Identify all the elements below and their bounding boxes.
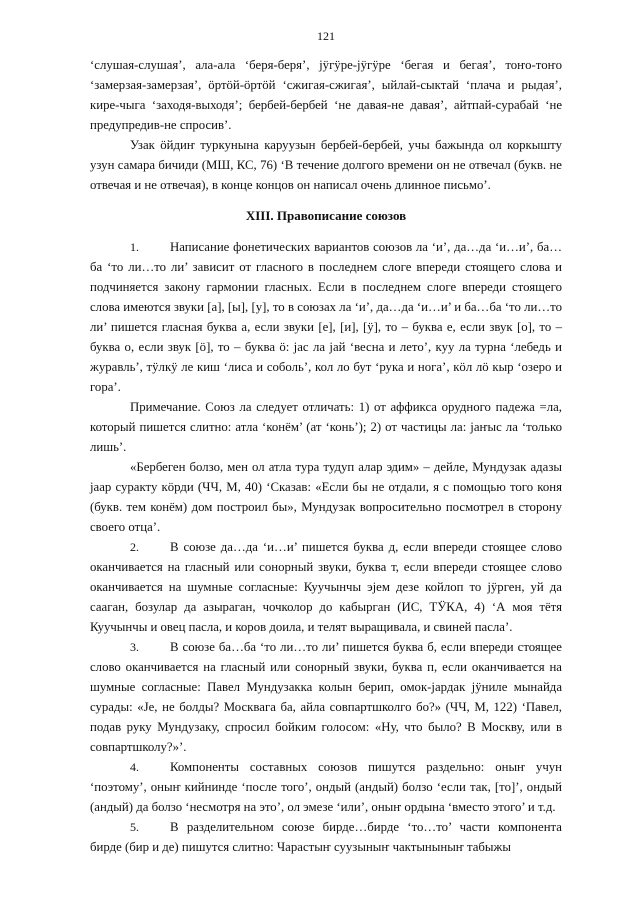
rule-item-1 xyxy=(90,237,562,397)
rule-text: Компоненты составных союзов пишутся раздельно: оныҥ учун ‘поэтому’, оныҥ кийнинде ‘после того’, ондый (андый) болзо ‘если так, [то]’, ондый (андый) да болзо ‘несмотря на это’, ол эмезе ‘или’, оныҥ ордына ‘вместо этого’ и т.д. xyxy=(90,760,562,814)
document-page xyxy=(90,26,562,857)
rules-list xyxy=(90,237,562,857)
rule-text: Примечание. Союз ла следует отличать: 1) от аффикса орудного падежа =ла, который пишется слитно: атла ‘конём’ (ат ‘конь’); 2) от частицы ла: јаҥыс ла ‘только лишь’. xyxy=(90,400,562,454)
rule-number: 2. xyxy=(130,540,139,554)
rule-number: 1. xyxy=(130,240,139,254)
rule-note xyxy=(90,397,562,457)
page-number: 121 xyxy=(317,29,335,43)
rule-number: 4. xyxy=(130,760,139,774)
rule-example xyxy=(90,457,562,537)
rule-item-5 xyxy=(90,817,562,857)
rule-item-3 xyxy=(90,637,562,757)
rule-text: В разделительном союзе бирде…бирде ‘то…то’ части компонента бирде (бир и де) пишутся слитно: Чарастыҥ суузыныҥ чактыныныҥ табыжы xyxy=(90,820,562,854)
example-paragraph: Узак ӧйдиҥ туркунына каруузын бербей-бербей, учы бажында ол коркышту узун самара бичиди (МШ, КС, 76) ‘В течение долгого времени он не отвечал (букв. не отвечая и не отвечая), в конце концов он написал очень длинное письмо’. xyxy=(90,138,562,192)
section-heading: XIII. Правописание союзов xyxy=(245,208,407,223)
rule-text: Написание фонетических вариантов союзов ла ‘и’, да…да ‘и…и’, ба…ба ‘то ли…то ли’ зависит от гласного в последнем слоге впереди стоящего слова и подчиняется закону гармонии гласных. Если в последнем слоге впереди стоящего слова имеются звуки [а], [ы], [у], то в союзах ла ‘и’, да…да ‘и…и’ и ба…ба ‘то ли…то ли’ пишется гласная буква а, если звуки [е], [и], [ӱ], то – буква е, если звук [о], то – буква о, если звук [ӧ], то – буква ӧ: јас ла јай ‘весна и лето’, куу ла турна ‘лебедь и журавль’, тӱлкӱ ле киш ‘лиса и соболь’, кол ло бут ‘рука и нога’, кӧл лӧ кыр ‘озеро и гора’. xyxy=(90,240,562,394)
rule-number: 5. xyxy=(130,820,139,834)
rule-item-4 xyxy=(90,757,562,817)
rule-text: В союзе да…да ‘и…и’ пишется буква д, если впереди стоящее слово оканчивается на гласный или сонорный звуки, буква т, если впереди стоящее слово оканчивается на шумные согласные: Куучынчы эјем дезе койлоп то јӱрген, уй да сааган, бозулар да азыраган, чочколор до кабырган (ИС, ТӰКА, 4) ‘А моя тётя Куучынчы и овец пасла, и коров доила, и телят выращивала, и свиней пасла’. xyxy=(90,540,562,634)
rule-text: «Бербеген болзо, мен ол атла тура тудуп алар эдим» – дейле, Мундузак адазы јаар суракту кӧрди (ЧЧ, М, 40) ‘Сказав: «Если бы не отдали, я с помощью того коня (букв. тем конём) дом построил бы», Мундузак вопросительно посмотрел в сторону своего отца’. xyxy=(90,460,562,534)
top-paragraph: ‘слушая-слушая’, ала-ала ‘беря-беря’, јӱгӱре-јӱгӱре ‘бегая и бегая’, тоҥо-тоҥо ‘замерзая-замерзая’, ӧртӧй-ӧртӧй ‘сжигая-сжигая’, ыйлай-сыктай ‘плача и рыдая’, кире-чыга ‘заходя-выходя’; бербей-бербей ‘не давая-не давая’, айтпай-сурабай ‘не предупредив-не спросив’. xyxy=(90,58,562,132)
rule-number: 3. xyxy=(130,640,139,654)
rule-item-2 xyxy=(90,537,562,637)
rule-text: В союзе ба…ба ‘то ли…то ли’ пишется буква б, если впереди стоящее слово оканчивается на гласный или сонорный звуки, буква п, если оканчивается на шумные согласные: Павел Мундузакка колын берип, омок-јардак јӱниле мынайда сурады: «Је, не болды? Москвага ба, айла совпартшколго бо?» (ЧЧ, М, 122) ‘Павел, подав руку Мундузаку, спросил бойким голосом: «Ну, что было? В Москву, или в совпартшколу?»’. xyxy=(90,640,562,754)
